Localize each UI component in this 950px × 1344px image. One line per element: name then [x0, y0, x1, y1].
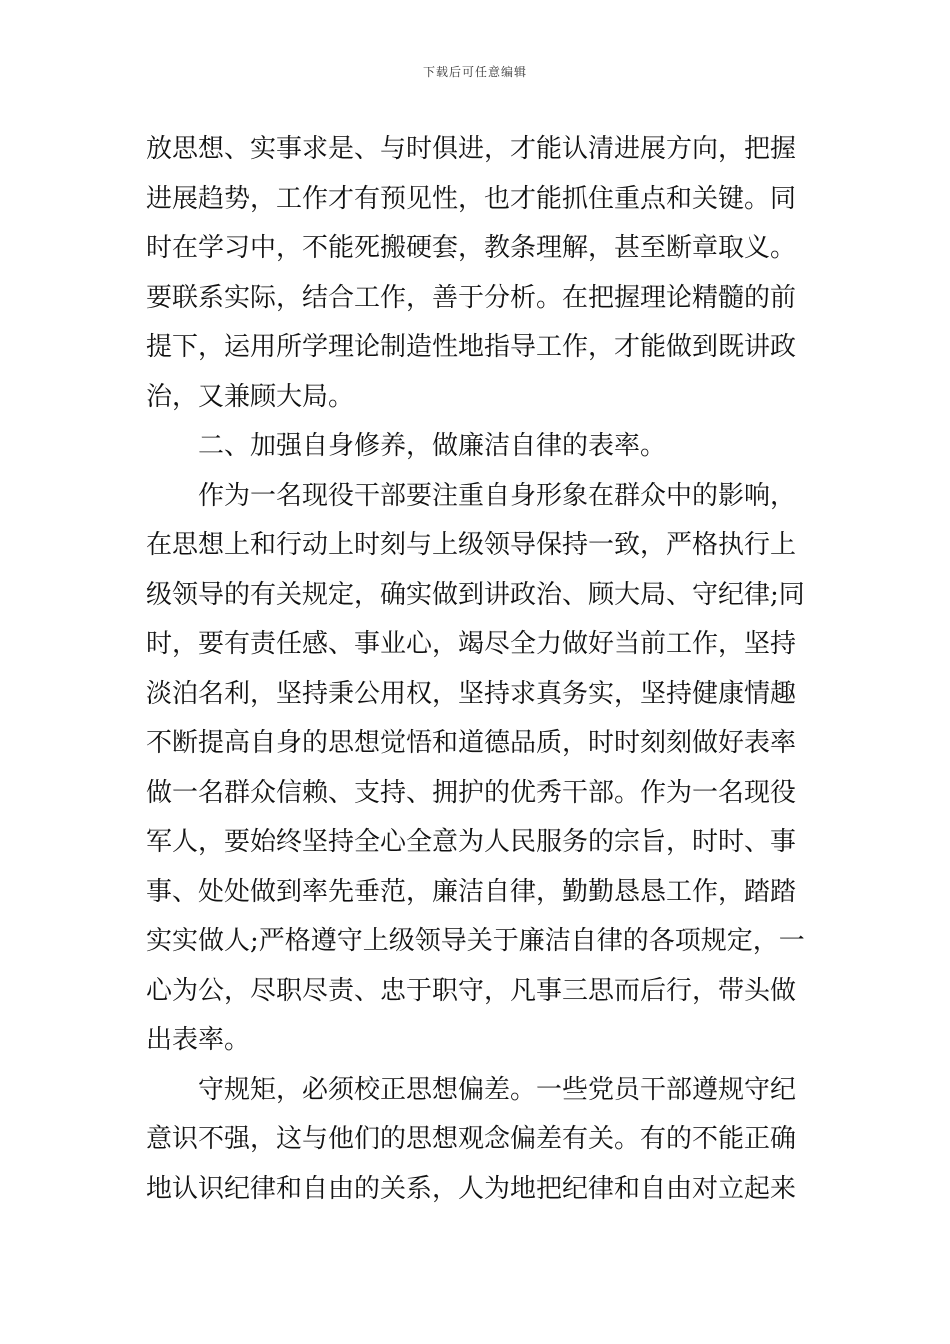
text-line: 放思想、实事求是、与时俱进，才能认清进展方向，把握 [146, 134, 797, 164]
text-line: 地认识纪律和自由的关系，人为地把纪律和自由对立起来 [146, 1173, 797, 1204]
body-text [146, 125, 806, 1214]
paragraph-start: 守规矩，必须校正思想偏差。一些党员干部遵规守纪 [198, 1074, 797, 1105]
page-header: 下载后可任意编辑 [422, 65, 527, 79]
text-line: 治，又兼顾大局。 [146, 381, 355, 412]
text-line: 要联系实际，结合工作，善于分析。在把握理论精髓的前 [146, 282, 797, 313]
text-line: 在思想上和行动上时刻与上级领导保持一致，严格执行上 [146, 530, 797, 560]
text-line: 不断提高自身的思想觉悟和道德品质，时时刻刻做好表率 [146, 728, 797, 758]
text-line: 提下，运用所学理论制造性地指导工作，才能做到既讲政 [146, 332, 797, 362]
text-line: 军人，要始终坚持全心全意为人民服务的宗旨，时时、事 [146, 827, 797, 857]
text-line: 实实做人;严格遵守上级领导关于廉洁自律的各项规定，一 [146, 926, 805, 956]
text-line: 时，要有责任感、事业心，竭尽全力做好当前工作，坚持 [146, 629, 797, 659]
text-line: 淡泊名利，坚持秉公用权，坚持求真务实，坚持健康情趣 [146, 678, 797, 709]
text-line: 时在学习中，不能死搬硬套，教条理解，甚至断章取义。 [146, 233, 797, 263]
text-line: 心为公，尽职尽责、忠于职守，凡事三思而后行，带头做 [146, 975, 797, 1006]
text-line: 做一名群众信赖、支持、拥护的优秀干部。作为一名现役 [146, 777, 797, 808]
text-line: 进展趋势，工作才有预见性，也才能抓住重点和关键。同 [146, 183, 797, 214]
text-line: 意识不强，这与他们的思想观念偏差有关。有的不能正确 [146, 1124, 797, 1154]
text-line: 出表率。 [146, 1025, 251, 1055]
text-line: 级领导的有关规定，确实做到讲政治、顾大局、守纪律;同 [146, 579, 805, 610]
paragraph-start: 作为一名现役干部要注重自身形象在群众中的影响， [198, 480, 797, 511]
section-heading: 二、加强自身修养，做廉洁自律的表率。 [198, 431, 667, 461]
text-line: 事、处处做到率先垂范，廉洁自律，勤勤恳恳工作，踏踏 [146, 876, 797, 907]
